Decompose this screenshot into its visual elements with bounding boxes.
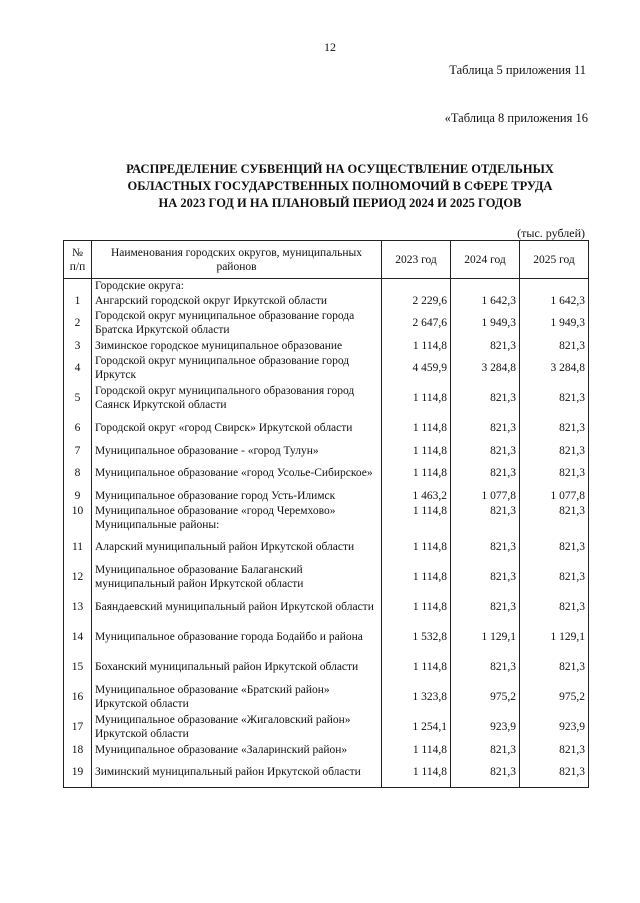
value-2025: 3 284,8 (520, 353, 589, 383)
row-number: 16 (64, 682, 92, 712)
value-2025: 821,3 (520, 652, 589, 682)
reference-table-8: «Таблица 8 приложения 16 (444, 111, 588, 125)
value-2024: 1 129,1 (451, 622, 520, 652)
title-line-2: ОБЛАСТНЫХ ГОСУДАРСТВЕННЫХ ПОЛНОМОЧИЙ В СФЕРЕ ТРУДА (127, 179, 553, 193)
value-2024: 821,3 (451, 413, 520, 443)
table-row (64, 757, 589, 788)
table-row (64, 682, 589, 712)
value-2025: 821,3 (520, 503, 589, 518)
table-header-row (64, 241, 589, 279)
title-line-1: РАСПРЕДЕЛЕНИЕ СУБВЕНЦИЙ НА ОСУЩЕСТВЛЕНИЕ ОТДЕЛЬНЫХ (126, 162, 554, 176)
value-2024: 975,2 (451, 682, 520, 712)
value-2023: 1 114,8 (382, 562, 451, 592)
row-number: 13 (64, 592, 92, 622)
table-row (64, 562, 589, 592)
row-name: Муниципальное образование город Усть-Илимск (92, 488, 382, 503)
value-2023: 1 114,8 (382, 592, 451, 622)
section-row-urban (64, 279, 589, 294)
row-name: Городской округ «город Свирск» Иркутской области (92, 413, 382, 443)
value-2025: 821,3 (520, 592, 589, 622)
table-row (64, 488, 589, 503)
table-row (64, 503, 589, 518)
value-2024: 821,3 (451, 532, 520, 562)
value-2025: 821,3 (520, 383, 589, 413)
row-number: 8 (64, 458, 92, 488)
section-label-urban: Городские округа: (92, 279, 382, 294)
row-number: 15 (64, 652, 92, 682)
row-name: Аларский муниципальный район Иркутской области (92, 532, 382, 562)
value-2023: 1 114,8 (382, 532, 451, 562)
section-row-municipal (64, 518, 589, 532)
table-row (64, 308, 589, 338)
value-2024: 821,3 (451, 652, 520, 682)
value-2024: 821,3 (451, 458, 520, 488)
table-row (64, 712, 589, 742)
table-row (64, 338, 589, 353)
value-2024: 923,9 (451, 712, 520, 742)
row-name: Муниципальное образование «Жигаловский район» Иркутской области (92, 712, 382, 742)
value-2025: 821,3 (520, 458, 589, 488)
value-2025: 821,3 (520, 562, 589, 592)
value-2025: 923,9 (520, 712, 589, 742)
value-2023: 1 463,2 (382, 488, 451, 503)
value-2025: 821,3 (520, 338, 589, 353)
row-number: 17 (64, 712, 92, 742)
row-name: Зиминское городское муниципальное образование (92, 338, 382, 353)
value-2025: 1 077,8 (520, 488, 589, 503)
row-name: Муниципальное образование города Бодайбо и района (92, 622, 382, 652)
row-number: 12 (64, 562, 92, 592)
header-2024: 2024 год (451, 241, 520, 279)
row-name: Муниципальное образование «Братский район» Иркутской области (92, 682, 382, 712)
document-title (60, 161, 620, 212)
value-2024: 1 642,3 (451, 293, 520, 308)
value-2025: 1 949,3 (520, 308, 589, 338)
row-name: Муниципальное образование «город Черемхово» (92, 503, 382, 518)
table-row (64, 652, 589, 682)
value-2023: 1 114,8 (382, 458, 451, 488)
value-2024: 1 949,3 (451, 308, 520, 338)
header-num: № п/п (64, 241, 92, 279)
row-name: Ангарский городской округ Иркутской области (92, 293, 382, 308)
value-2024: 821,3 (451, 757, 520, 788)
value-2023: 2 647,6 (382, 308, 451, 338)
row-number: 11 (64, 532, 92, 562)
value-2024: 821,3 (451, 742, 520, 757)
value-2025: 975,2 (520, 682, 589, 712)
row-name: Боханский муниципальный район Иркутской области (92, 652, 382, 682)
reference-table-5: Таблица 5 приложения 11 (449, 63, 586, 77)
value-2023: 1 323,8 (382, 682, 451, 712)
value-2024: 821,3 (451, 562, 520, 592)
row-number: 7 (64, 443, 92, 458)
value-2025: 821,3 (520, 757, 589, 788)
value-2025: 821,3 (520, 532, 589, 562)
row-number: 10 (64, 503, 92, 518)
table-row (64, 592, 589, 622)
table-row (64, 353, 589, 383)
value-2025: 821,3 (520, 413, 589, 443)
row-number: 2 (64, 308, 92, 338)
row-number: 3 (64, 338, 92, 353)
row-number: 9 (64, 488, 92, 503)
row-number: 18 (64, 742, 92, 757)
row-name: Городской округ муниципального образования город Саянск Иркутской области (92, 383, 382, 413)
value-2023: 1 532,8 (382, 622, 451, 652)
value-2024: 821,3 (451, 443, 520, 458)
table-row (64, 458, 589, 488)
value-2024: 821,3 (451, 592, 520, 622)
value-2024: 821,3 (451, 383, 520, 413)
value-2023: 1 114,8 (382, 443, 451, 458)
row-name: Муниципальное образование «город Усолье-Сибирское» (92, 458, 382, 488)
row-name: Муниципальное образование Балаганский муниципальный район Иркутской области (92, 562, 382, 592)
table-row (64, 742, 589, 757)
value-2023: 2 229,6 (382, 293, 451, 308)
value-2023: 1 114,8 (382, 652, 451, 682)
table-row (64, 413, 589, 443)
row-name: Городской округ муниципальное образование города Братска Иркутской области (92, 308, 382, 338)
row-number: 4 (64, 353, 92, 383)
value-2024: 821,3 (451, 503, 520, 518)
subsidy-table (63, 240, 589, 788)
value-2023: 1 114,8 (382, 383, 451, 413)
value-2025: 821,3 (520, 742, 589, 757)
value-2024: 821,3 (451, 338, 520, 353)
value-2024: 3 284,8 (451, 353, 520, 383)
table-row (64, 443, 589, 458)
header-2023: 2023 год (382, 241, 451, 279)
title-line-3: НА 2023 ГОД И НА ПЛАНОВЫЙ ПЕРИОД 2024 И 2025 ГОДОВ (158, 196, 522, 210)
value-2023: 4 459,9 (382, 353, 451, 383)
row-number: 19 (64, 757, 92, 788)
row-name: Муниципальное образование «Заларинский район» (92, 742, 382, 757)
row-name: Муниципальное образование - «город Тулун» (92, 443, 382, 458)
row-name: Городской округ муниципальное образование город Иркутск (92, 353, 382, 383)
row-number: 6 (64, 413, 92, 443)
value-2023: 1 114,8 (382, 742, 451, 757)
value-2023: 1 254,1 (382, 712, 451, 742)
value-2023: 1 114,8 (382, 338, 451, 353)
table-row (64, 293, 589, 308)
units-label: (тыс. рублей) (517, 226, 585, 240)
value-2025: 1 129,1 (520, 622, 589, 652)
value-2023: 1 114,8 (382, 757, 451, 788)
table-row (64, 383, 589, 413)
page-number: 12 (324, 40, 336, 54)
value-2023: 1 114,8 (382, 413, 451, 443)
row-name: Зиминский муниципальный район Иркутской области (92, 757, 382, 788)
table-row (64, 532, 589, 562)
value-2025: 821,3 (520, 443, 589, 458)
section-label-municipal: Муниципальные районы: (92, 518, 382, 532)
value-2023: 1 114,8 (382, 503, 451, 518)
row-number: 14 (64, 622, 92, 652)
table-row (64, 622, 589, 652)
row-name: Баяндаевский муниципальный район Иркутской области (92, 592, 382, 622)
value-2025: 1 642,3 (520, 293, 589, 308)
row-number: 5 (64, 383, 92, 413)
value-2024: 1 077,8 (451, 488, 520, 503)
header-2025: 2025 год (520, 241, 589, 279)
row-number: 1 (64, 293, 92, 308)
header-name: Наименования городских округов, муниципальных районов (92, 241, 382, 279)
